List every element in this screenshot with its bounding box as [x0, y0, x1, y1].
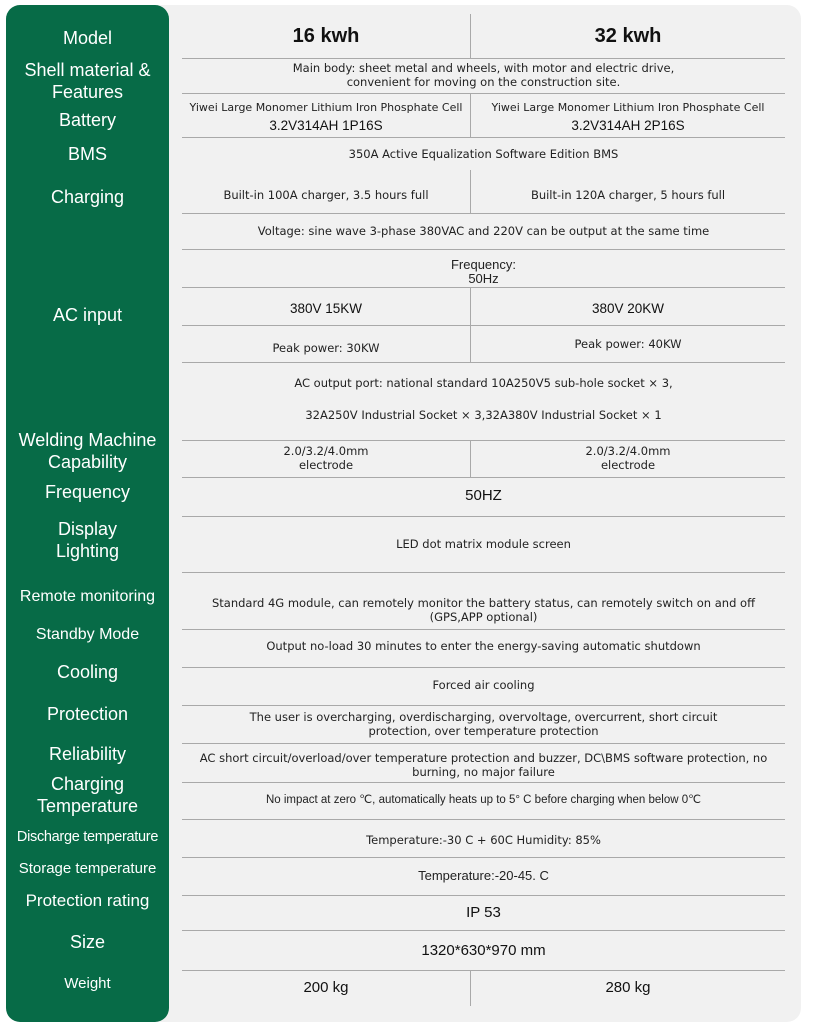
row-divider — [182, 58, 785, 59]
spec-label-column — [6, 5, 169, 1022]
row-divider — [182, 930, 785, 931]
row-divider — [182, 213, 785, 214]
model-32kwh-header: 32 kwh — [594, 25, 662, 47]
row-divider — [182, 705, 785, 706]
ac-output-line2: 32A250V Industrial Socket × 3,32A380V Industrial Socket × 1 — [305, 408, 662, 422]
welding-32-line1: 2.0/3.2/4.0mm — [585, 444, 671, 458]
label-charging: Charging — [50, 187, 125, 207]
label-frequency: Frequency — [44, 482, 131, 502]
label-display-1: Display — [57, 519, 118, 539]
model-16kwh-header: 16 kwh — [292, 25, 360, 47]
row-divider — [182, 782, 785, 783]
label-battery: Battery — [58, 110, 117, 130]
welding-16-line2: electrode — [298, 458, 354, 472]
label-remote-monitoring: Remote monitoring — [19, 588, 156, 605]
row-divider — [182, 249, 785, 250]
ac-output-line1: AC output port: national standard 10A250V5 sub-hole socket × 3, — [294, 376, 673, 390]
label-welding-2: Capability — [47, 452, 128, 472]
charging-32-value: Built-in 120A charger, 5 hours full — [530, 188, 726, 202]
shell-text-line1: Main body: sheet metal and wheels, with motor and electric drive, — [292, 61, 675, 75]
label-shell-1: Shell material & — [24, 60, 151, 80]
label-weight: Weight — [64, 975, 111, 992]
remote-line1: Standard 4G module, can remotely monitor the battery status, can remotely switch on and off — [211, 596, 755, 610]
row-divider — [182, 93, 785, 94]
reliability-line1: AC short circuit/overload/over temperature protection and buzzer, DC\BMS software protection, no — [199, 751, 768, 765]
weight-32-value: 280 kg — [605, 979, 651, 996]
standby-value: Output no-load 30 minutes to enter the energy-saving automatic shutdown — [266, 639, 701, 653]
row-divider — [182, 325, 785, 326]
battery-16-line2: 3.2V314AH 1P16S — [269, 118, 383, 133]
label-ac-input: AC input — [52, 305, 123, 325]
welding-32-line2: electrode — [600, 458, 656, 472]
row-divider — [182, 440, 785, 441]
row-divider — [182, 287, 785, 288]
welding-16-line1: 2.0/3.2/4.0mm — [283, 444, 369, 458]
label-charging-temp-1: Charging — [50, 774, 125, 794]
label-storage-temperature: Storage temperature — [18, 860, 157, 877]
label-protection: Protection — [46, 704, 129, 724]
label-discharge-temperature: Discharge temperature — [16, 829, 159, 845]
charging-temperature-value: No impact at zero ℃, automatically heats up to 5° C before charging when below 0℃ — [265, 794, 702, 806]
label-welding-1: Welding Machine — [18, 430, 157, 450]
ac-voltage-value: Voltage: sine wave 3-phase 380VAC and 220V can be output at the same time — [257, 224, 710, 238]
label-reliability: Reliability — [48, 744, 127, 764]
battery-32-line2: 3.2V314AH 2P16S — [571, 118, 685, 133]
battery-16-line1: Yiwei Large Monomer Lithium Iron Phosphate Cell — [189, 101, 463, 114]
shell-text-line2: convenient for moving on the construction site. — [346, 75, 621, 89]
label-standby-mode: Standby Mode — [35, 626, 140, 643]
reliability-line2: burning, no major failure — [412, 765, 555, 779]
row-divider — [182, 572, 785, 573]
storage-temperature-value: Temperature:-20-45. C — [418, 868, 549, 883]
ac-peak-16: Peak power: 30KW — [272, 341, 380, 355]
weight-16-value: 200 kg — [303, 979, 349, 996]
label-charging-temp-2: Temperature — [36, 796, 139, 816]
row-divider — [182, 516, 785, 517]
row-divider — [182, 629, 785, 630]
remote-line2: (GPS,APP optional) — [429, 610, 538, 624]
row-divider — [182, 970, 785, 971]
protection-line1: The user is overcharging, overdischarging, overvoltage, overcurrent, short circuit — [249, 710, 718, 724]
battery-32-line1: Yiwei Large Monomer Lithium Iron Phosphate Cell — [491, 101, 765, 114]
label-protection-rating: Protection rating — [25, 891, 150, 910]
ac-peak-32: Peak power: 40KW — [574, 337, 682, 351]
protection-line2: protection, over temperature protection — [368, 724, 599, 738]
row-divider — [182, 743, 785, 744]
label-model: Model — [62, 28, 113, 48]
row-divider — [182, 137, 785, 138]
cooling-value: Forced air cooling — [432, 678, 535, 692]
frequency-value: 50HZ — [465, 487, 502, 504]
ac-power-16: 380V 15KW — [289, 301, 363, 316]
row-divider — [182, 667, 785, 668]
label-size: Size — [69, 932, 105, 952]
row-divider — [182, 477, 785, 478]
ac-frequency-line2: 50Hz — [468, 271, 499, 286]
discharge-temperature-value: Temperature:-30 C + 60C Humidity: 85% — [366, 833, 601, 847]
row-divider — [182, 895, 785, 896]
charging-16-value: Built-in 100A charger, 3.5 hours full — [223, 188, 429, 202]
bms-value: 350A Active Equalization Software Edition BMS — [348, 147, 619, 161]
ac-frequency-line1: Frequency: — [450, 257, 517, 272]
row-divider — [182, 362, 785, 363]
row-divider — [182, 819, 785, 820]
display-value: LED dot matrix module screen — [396, 537, 571, 551]
label-bms: BMS — [67, 144, 107, 164]
row-divider — [182, 857, 785, 858]
size-value: 1320*630*970 mm — [421, 942, 546, 959]
label-shell-2: Features — [51, 82, 124, 102]
label-cooling: Cooling — [56, 662, 119, 682]
label-display-2: Lighting — [55, 541, 120, 561]
ac-power-32: 380V 20KW — [591, 301, 665, 316]
protection-rating-value: IP 53 — [466, 904, 501, 921]
